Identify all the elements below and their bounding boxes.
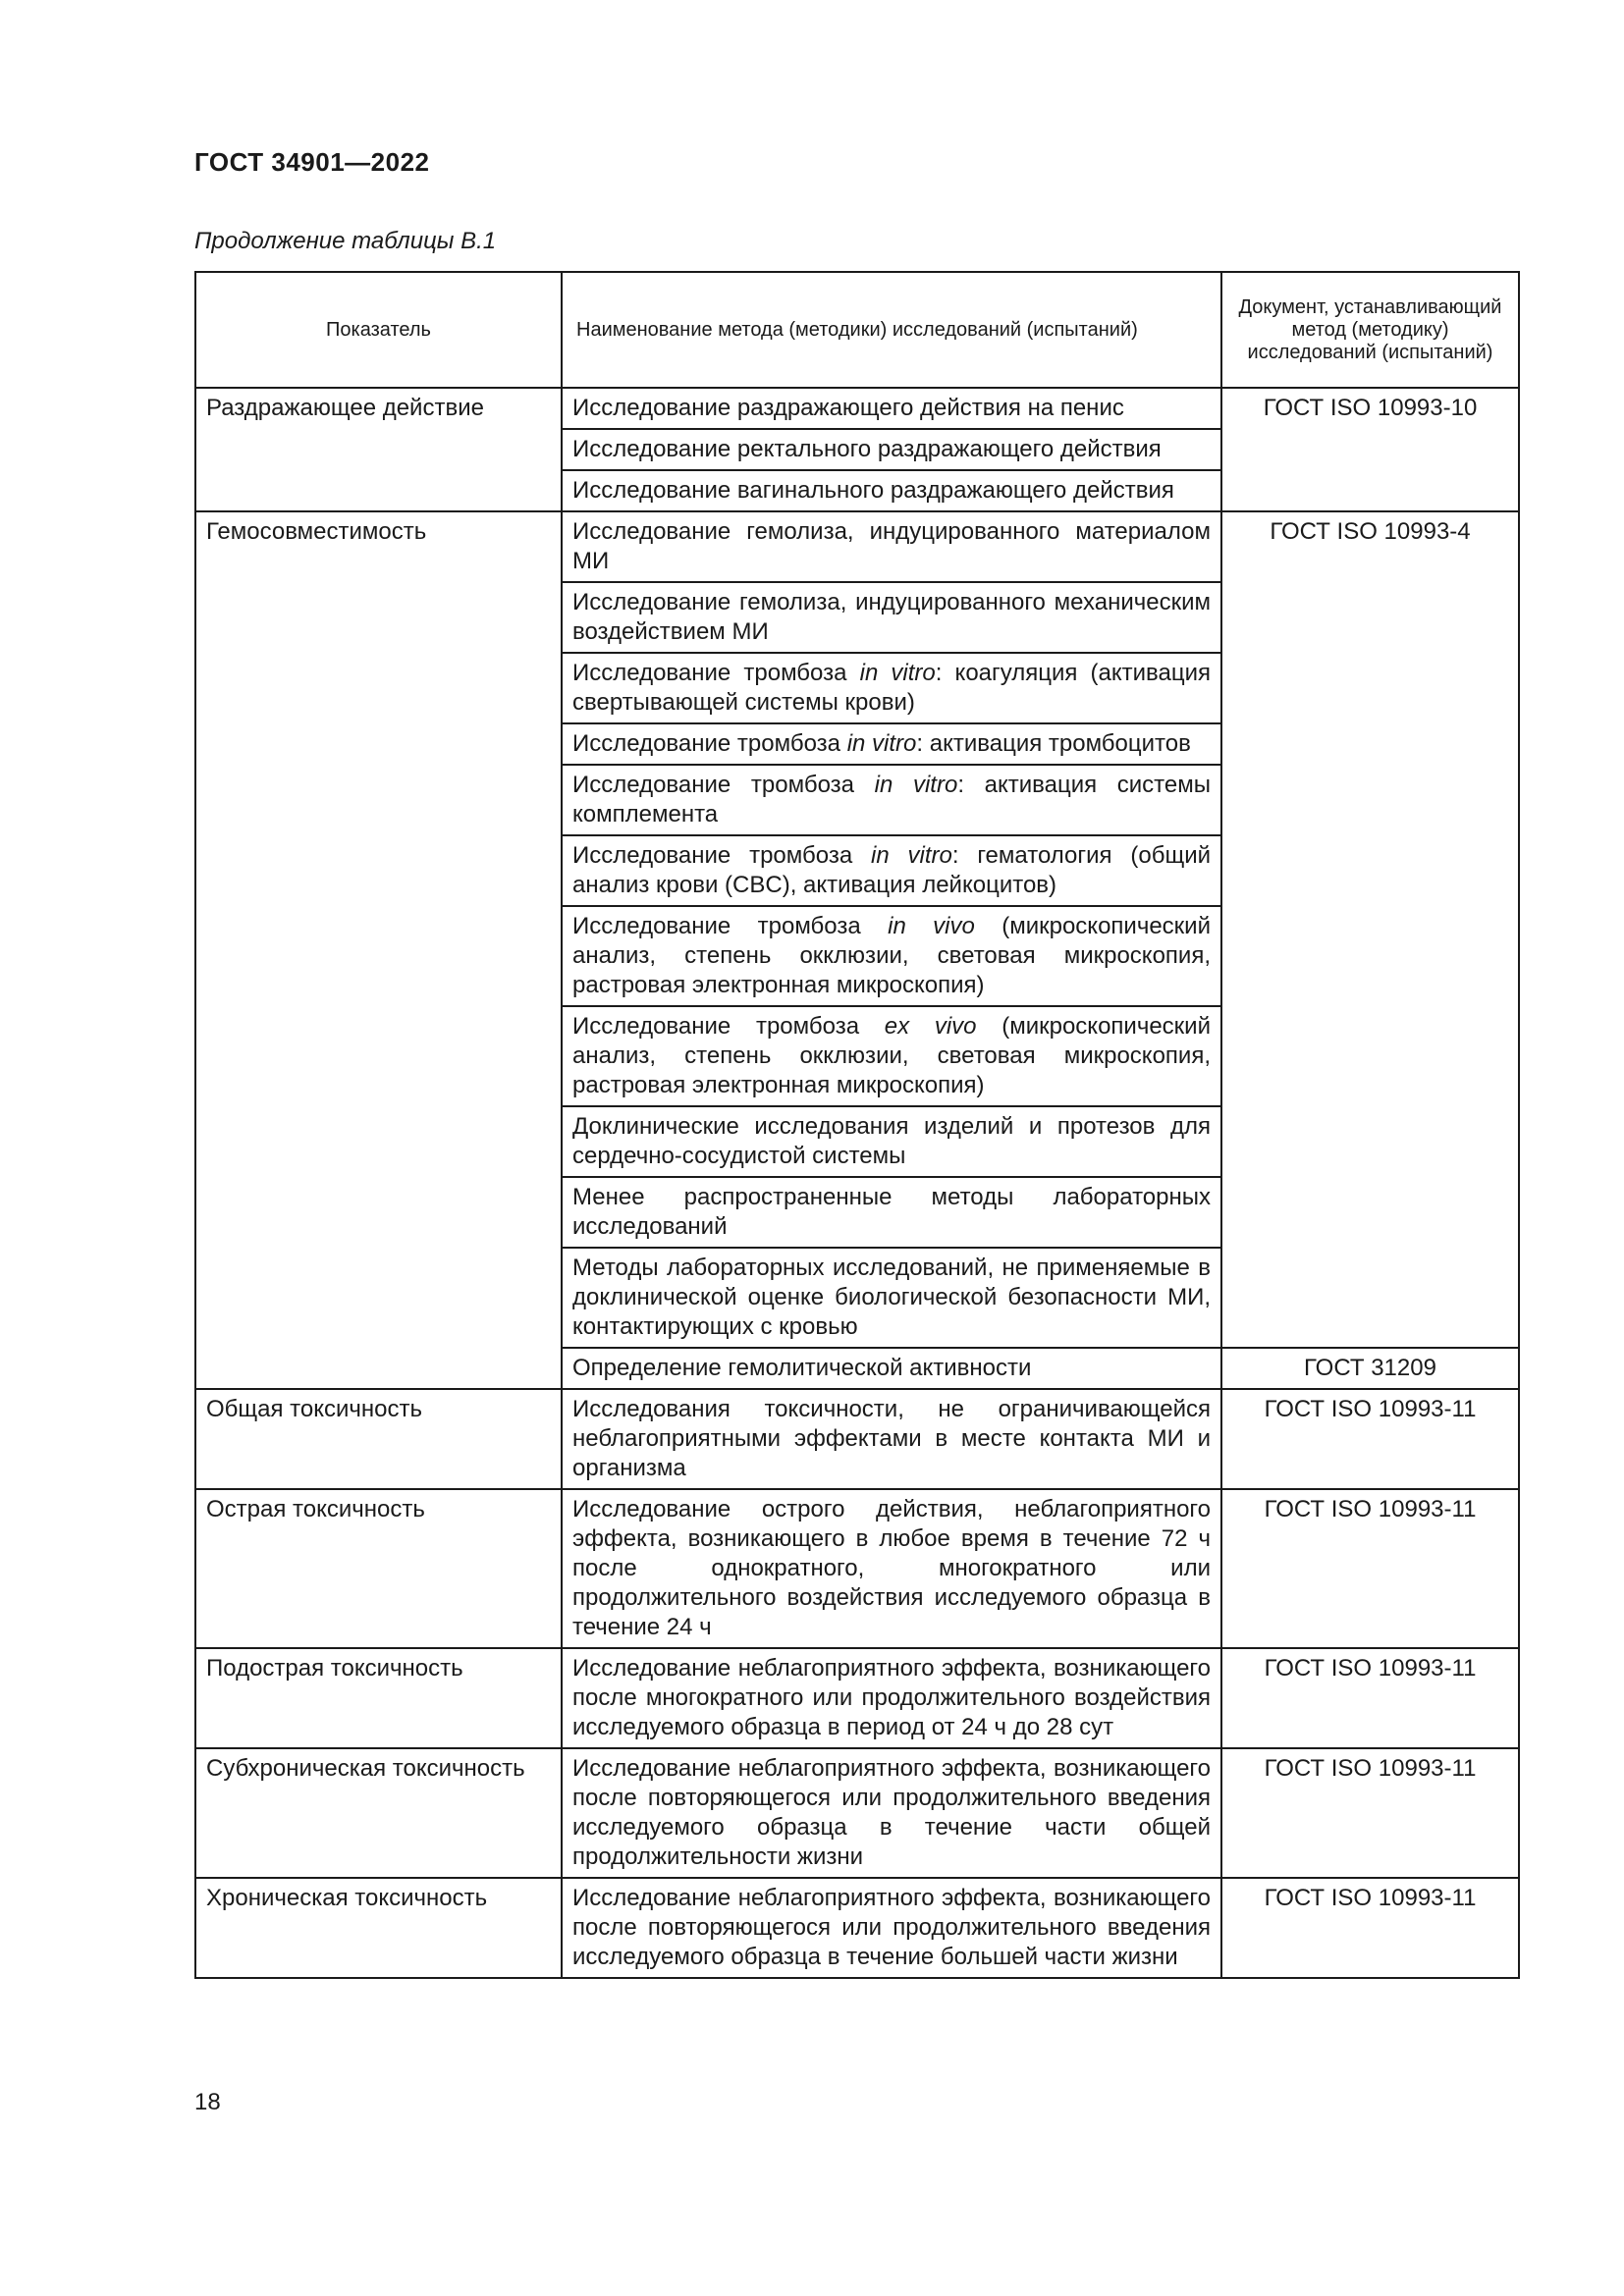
indicator-cell: Гемосовместимость xyxy=(195,511,562,1389)
table-caption: Продолжение таблицы В.1 xyxy=(194,228,497,254)
indicator-cell: Общая токсичность xyxy=(195,1389,562,1489)
indicator-cell: Подострая токсичность xyxy=(195,1648,562,1748)
method-cell: Методы лабораторных исследований, не применяемые в доклинической оценке биологической безопасности МИ, контактирующих с кровью xyxy=(562,1248,1221,1348)
method-cell: Исследование раздражающего действия на пенис xyxy=(562,388,1221,429)
method-cell: Исследование тромбоза ex vivo (микроскопический анализ, степень окклюзии, световая микроскопия, растровая электронная микроскопия) xyxy=(562,1006,1221,1106)
document-cell: ГОСТ ISO 10993-4 xyxy=(1221,511,1519,1348)
method-cell: Менее распространенные методы лабораторных исследований xyxy=(562,1177,1221,1248)
method-cell: Исследование острого действия, неблагоприятного эффекта, возникающего в любое время в течение 72 ч после однократного, многократного или продолжительного воздействия исследуемого образца в течение 24 ч xyxy=(562,1489,1221,1648)
methods-table xyxy=(194,271,1520,1979)
method-cell: Исследование тромбоза in vitro: коагуляция (активация свертывающей системы крови) xyxy=(562,653,1221,723)
column-header-document: Документ, устанавливающий метод (методику) исследований (испытаний) xyxy=(1221,272,1519,388)
method-cell: Исследование неблагоприятного эффекта, возникающего после повторяющегося или продолжительного введения исследуемого образца в течение части общей продолжительности жизни xyxy=(562,1748,1221,1878)
method-cell: Исследование ректального раздражающего действия xyxy=(562,429,1221,470)
method-cell: Исследование тромбоза in vitro: активация тромбоцитов xyxy=(562,723,1221,765)
method-cell: Исследование неблагоприятного эффекта, возникающего после повторяющегося или продолжительного введения исследуемого образца в течение большей части жизни xyxy=(562,1878,1221,1978)
document-cell: ГОСТ ISO 10993-11 xyxy=(1221,1878,1519,1978)
method-cell: Доклинические исследования изделий и протезов для сердечно-сосудистой системы xyxy=(562,1106,1221,1177)
document-cell: ГОСТ ISO 10993-11 xyxy=(1221,1489,1519,1648)
method-cell: Исследование неблагоприятного эффекта, возникающего после многократного или продолжительного воздействия исследуемого образца в период от 24 ч до 28 сут xyxy=(562,1648,1221,1748)
document-cell: ГОСТ 31209 xyxy=(1221,1348,1519,1389)
method-cell: Исследование вагинального раздражающего действия xyxy=(562,470,1221,511)
method-cell: Исследование тромбоза in vitro: гематология (общий анализ крови (CBC), активация лейкоцитов) xyxy=(562,835,1221,906)
document-cell: ГОСТ ISO 10993-10 xyxy=(1221,388,1519,511)
method-cell: Исследование гемолиза, индуцированного механическим воздействием МИ xyxy=(562,582,1221,653)
method-cell: Исследование тромбоза in vitro: активация системы комплемента xyxy=(562,765,1221,835)
table-row xyxy=(195,1878,1519,1978)
table-row xyxy=(195,511,1519,582)
method-cell: Определение гемолитической активности xyxy=(562,1348,1221,1389)
indicator-cell: Острая токсичность xyxy=(195,1489,562,1648)
table-header-row xyxy=(195,272,1519,388)
table-row xyxy=(195,1389,1519,1489)
document-cell: ГОСТ ISO 10993-11 xyxy=(1221,1389,1519,1489)
method-cell: Исследования токсичности, не ограничивающейся неблагоприятными эффектами в месте контакта МИ и организма xyxy=(562,1389,1221,1489)
method-cell: Исследование гемолиза, индуцированного материалом МИ xyxy=(562,511,1221,582)
document-cell: ГОСТ ISO 10993-11 xyxy=(1221,1648,1519,1748)
document-cell: ГОСТ ISO 10993-11 xyxy=(1221,1748,1519,1878)
indicator-cell: Раздражающее действие xyxy=(195,388,562,511)
column-header-method: Наименование метода (методики) исследований (испытаний) xyxy=(562,272,1221,388)
table-row xyxy=(195,1748,1519,1878)
indicator-cell: Хроническая токсичность xyxy=(195,1878,562,1978)
method-cell: Исследование тромбоза in vivo (микроскопический анализ, степень окклюзии, световая микроскопия, растровая электронная микроскопия) xyxy=(562,906,1221,1006)
page-number: 18 xyxy=(194,2089,221,2115)
document-header: ГОСТ 34901—2022 xyxy=(194,147,430,177)
table-row xyxy=(195,388,1519,429)
column-header-indicator: Показатель xyxy=(195,272,562,388)
indicator-cell: Субхроническая токсичность xyxy=(195,1748,562,1878)
table-row xyxy=(195,1648,1519,1748)
table-row xyxy=(195,1489,1519,1648)
